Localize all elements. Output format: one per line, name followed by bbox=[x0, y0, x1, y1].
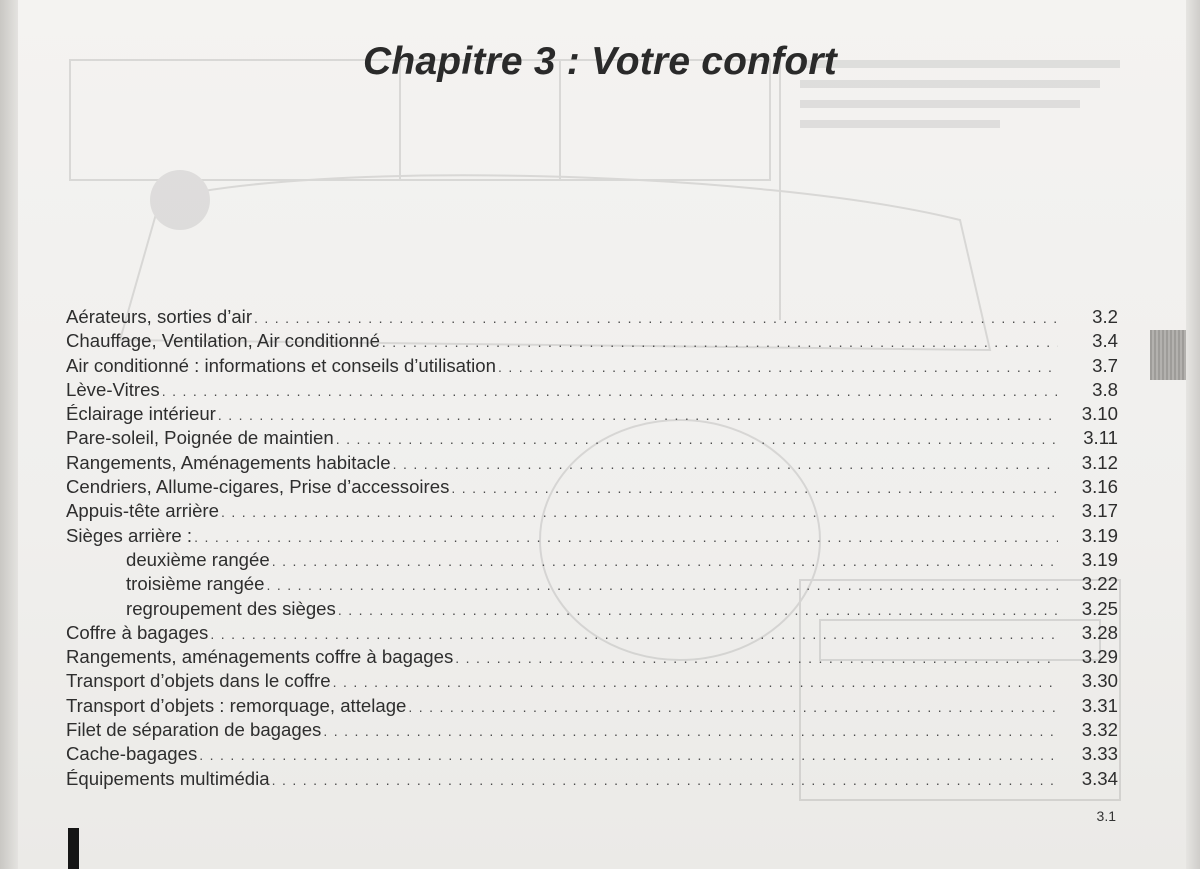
toc-entry-page: 3.30 bbox=[1081, 670, 1118, 692]
toc-entry[interactable] bbox=[66, 378, 1118, 402]
dot-leader bbox=[162, 379, 1058, 403]
toc-entry[interactable] bbox=[66, 597, 1118, 621]
dot-leader bbox=[221, 500, 1058, 524]
toc-entry-label: Aérateurs, sorties d’air bbox=[66, 306, 253, 327]
dot-leader bbox=[382, 330, 1058, 354]
dot-leader bbox=[498, 355, 1058, 379]
toc-entry-page: 3.28 bbox=[1081, 621, 1118, 643]
toc-entry[interactable] bbox=[66, 742, 1118, 766]
toc-entry-page: 3.4 bbox=[1092, 330, 1118, 352]
toc-entry-page: 3.17 bbox=[1081, 500, 1118, 522]
toc-entry[interactable] bbox=[66, 305, 1118, 329]
dot-leader bbox=[194, 525, 1058, 549]
dot-leader bbox=[272, 549, 1058, 573]
toc-entry-label: Air conditionné : informations et conseils d’utilisation bbox=[66, 354, 496, 376]
toc-entry-label: Pare-soleil, Poignée de maintien bbox=[66, 427, 334, 449]
toc-entry[interactable] bbox=[66, 451, 1118, 475]
toc-entry-page: 3.22 bbox=[1081, 573, 1118, 595]
toc-entry-label: Lève-Vitres bbox=[66, 378, 160, 400]
toc-entry[interactable] bbox=[66, 475, 1118, 499]
toc-entry-page: 3.25 bbox=[1081, 597, 1118, 619]
toc-entry-label: Filet de séparation de bagages bbox=[66, 719, 322, 741]
dot-leader bbox=[323, 719, 1058, 743]
toc-entry-page: 3.10 bbox=[1081, 403, 1118, 425]
toc-entry-label: troisième rangée bbox=[126, 573, 265, 595]
toc-entry-label: Transport d’objets dans le coffre bbox=[66, 670, 331, 692]
toc-entry[interactable] bbox=[66, 621, 1118, 645]
toc-entry[interactable] bbox=[66, 669, 1118, 693]
chapter-title: Chapitre 3 : Votre confort bbox=[363, 40, 837, 84]
corner-marker bbox=[68, 828, 79, 869]
toc-entry[interactable] bbox=[66, 354, 1118, 378]
toc-entry-label: Rangements, Aménagements habitacle bbox=[66, 451, 391, 473]
toc-entry-label: Transport d’objets : remorquage, attelage bbox=[66, 694, 407, 716]
dot-leader bbox=[336, 427, 1058, 451]
toc-entry-label: Équipements multimédia bbox=[66, 767, 270, 789]
dot-leader bbox=[408, 695, 1058, 719]
toc-entry[interactable] bbox=[66, 329, 1118, 353]
toc-entry[interactable] bbox=[66, 572, 1118, 596]
toc-entry-label: regroupement des sièges bbox=[126, 597, 336, 619]
toc-entry-label: Cache-bagages bbox=[66, 743, 198, 765]
toc-entry-label: deuxième rangée bbox=[126, 548, 270, 570]
table-of-contents bbox=[66, 305, 1118, 791]
dot-leader bbox=[199, 743, 1058, 767]
toc-entry-page: 3.11 bbox=[1083, 427, 1118, 449]
toc-entry[interactable] bbox=[66, 548, 1118, 572]
toc-entry-page: 3.19 bbox=[1081, 524, 1118, 546]
dot-leader bbox=[393, 452, 1058, 476]
page-number: 3.1 bbox=[1096, 808, 1116, 824]
toc-entry[interactable] bbox=[66, 524, 1118, 548]
toc-entry-page: 3.8 bbox=[1092, 378, 1118, 400]
toc-entry-page: 3.16 bbox=[1081, 476, 1118, 498]
toc-entry-page: 3.32 bbox=[1081, 719, 1118, 741]
toc-entry[interactable] bbox=[66, 767, 1118, 791]
toc-entry-label: Sièges arrière : bbox=[66, 524, 193, 546]
dot-leader bbox=[254, 306, 1058, 330]
toc-entry-page: 3.34 bbox=[1081, 767, 1118, 789]
dot-leader bbox=[210, 622, 1058, 646]
toc-entry[interactable] bbox=[66, 645, 1118, 669]
toc-entry-label: Rangements, aménagements coffre à bagages bbox=[66, 646, 454, 668]
dot-leader bbox=[455, 646, 1058, 670]
toc-entry-page: 3.7 bbox=[1092, 354, 1118, 376]
toc-entry-label: Appuis-tête arrière bbox=[66, 500, 219, 522]
toc-entry[interactable] bbox=[66, 694, 1118, 718]
dot-leader bbox=[272, 768, 1058, 792]
toc-entry[interactable] bbox=[66, 718, 1118, 742]
toc-entry-page: 3.19 bbox=[1081, 548, 1118, 570]
chapter-thumb-tab bbox=[1150, 330, 1200, 380]
toc-entry-page: 3.29 bbox=[1081, 646, 1118, 668]
toc-entry-page: 3.33 bbox=[1081, 743, 1118, 765]
toc-entry-page: 3.2 bbox=[1092, 306, 1118, 327]
toc-entry-label: Éclairage intérieur bbox=[66, 403, 216, 425]
dot-leader bbox=[333, 670, 1058, 694]
dot-leader bbox=[267, 573, 1059, 597]
dot-leader bbox=[218, 403, 1058, 427]
toc-entry-page: 3.31 bbox=[1081, 694, 1118, 716]
toc-entry[interactable] bbox=[66, 402, 1118, 426]
toc-entry[interactable] bbox=[66, 499, 1118, 523]
dot-leader bbox=[451, 476, 1058, 500]
toc-entry[interactable] bbox=[66, 426, 1118, 450]
toc-entry-label: Coffre à bagages bbox=[66, 621, 209, 643]
dot-leader bbox=[338, 598, 1058, 622]
toc-entry-label: Chauffage, Ventilation, Air conditionné bbox=[66, 330, 380, 352]
toc-entry-label: Cendriers, Allume-cigares, Prise d’accessoires bbox=[66, 476, 450, 498]
toc-entry-page: 3.12 bbox=[1081, 451, 1118, 473]
